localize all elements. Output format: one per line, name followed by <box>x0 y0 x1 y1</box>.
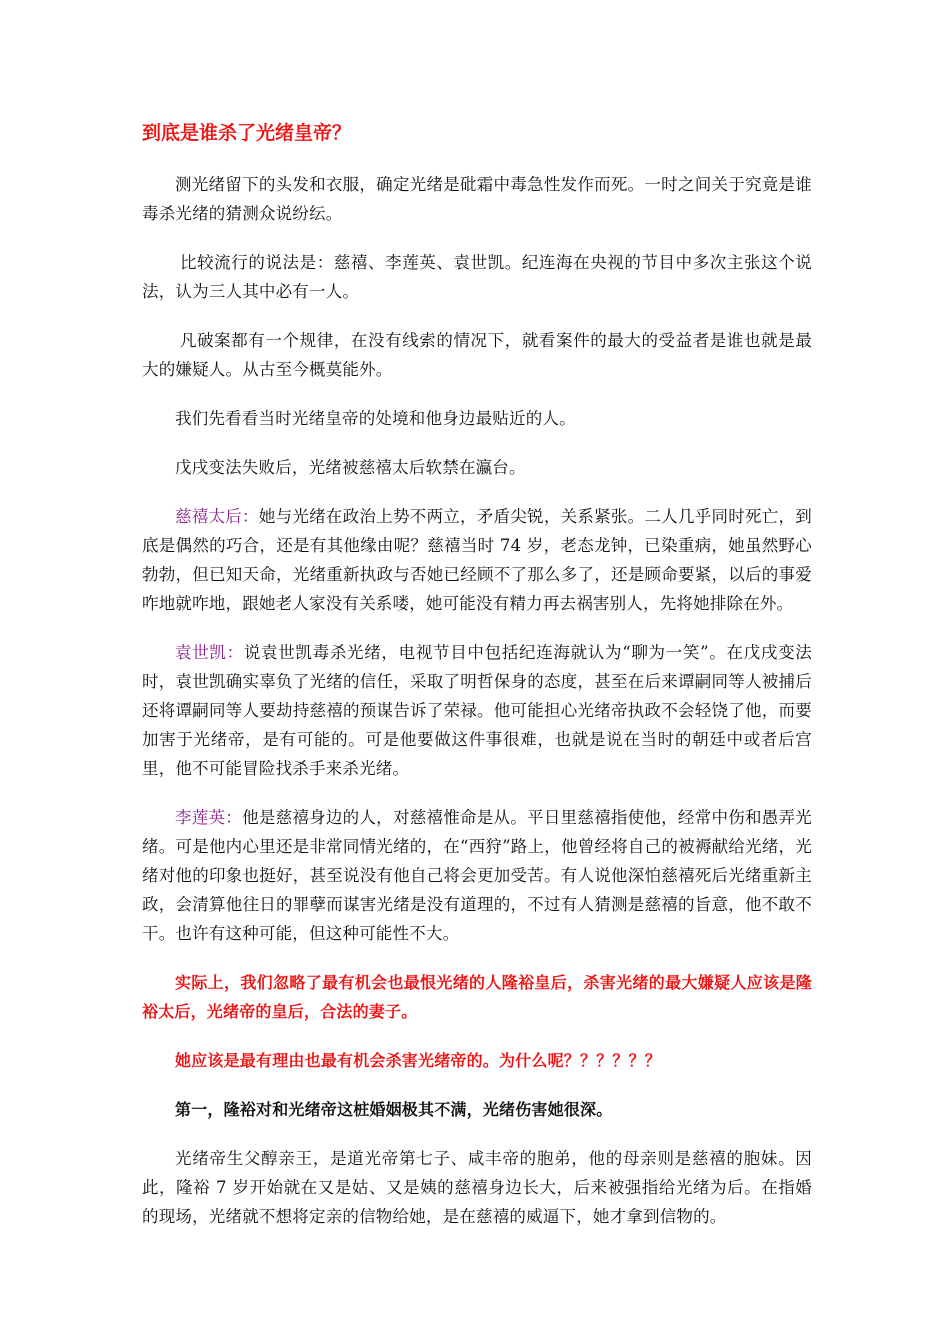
paragraph-5: 戊戌变法失败后，光绪被慈禧太后软禁在瀛台。 <box>175 458 526 477</box>
text-li: 他是慈禧身边的人，对慈禧惟命是从。平日里慈禧指使他，经常中伤和愚弄光绪。可是他内心里还是非常同情光绪的，在“西狩”路上，他曾经将自己的被褥献给光绪，光绪对他的印象也挺好，甚至说没有他自己将会更加受苦。有人说他深怕慈禧死后光绪重新主政，会清算他往日的罪孽而谋害光绪是没有道理的，不过有人猜测是慈禧的旨意，他不敢不干。也许有这种可能，但这种可能性不大。 <box>142 808 812 943</box>
paragraph-12: 光绪帝生父醇亲王，是道光帝第七子、咸丰帝的胞弟，他的母亲则是慈禧的胞妹。因此，隆裕 7 岁开始就在又是姑、又是姨的慈禧身边长大，后来被强指给光绪为后。在指婚的现场，光绪就不想将定亲的信物给她，是在慈禧的威逼下，她才拿到信物的。 <box>142 1149 812 1226</box>
name-yuan: 袁世凯： <box>175 643 244 662</box>
highlight-paragraph-1: 实际上，我们忽略了最有机会也最恨光绪的人隆裕皇后，杀害光绪的最大嫌疑人应该是隆裕太后，光绪帝的皇后，合法的妻子。 <box>142 973 812 1021</box>
text-yuan: 说袁世凯毒杀光绪，电视节目中包括纪连海就认为“聊为一笑”。在戊戌变法时，袁世凯确实辜负了光绪的信任，采取了明哲保身的态度，甚至在后来谭嗣同等人被捕后还将谭嗣同等人要劫持慈禧的预谋告诉了荣禄。他可能担心光绪帝执政不会轻饶了他，而要加害于光绪帝，是有可能的。可是他要做这件事很难，也就是说在当时的朝廷中或者后宫里，他不可能冒险找杀手来杀光绪。 <box>142 643 812 778</box>
paragraph-3: 凡破案都有一个规律，在没有线索的情况下，就看案件的最大的受益者是谁也就是最大的嫌疑人。从古至今概莫能外。 <box>142 331 812 379</box>
name-cixi: 慈禧太后： <box>175 507 259 526</box>
document-title: 到底是谁杀了光绪皇帝？ <box>142 122 352 144</box>
paragraph-2: 比较流行的说法是：慈禧、李莲英、袁世凯。纪连海在央视的节目中多次主张这个说法，认为三人其中必有一人。 <box>142 253 812 301</box>
paragraph-li <box>142 803 812 948</box>
document-page <box>142 118 812 1251</box>
paragraph-4: 我们先看看当时光绪皇帝的处境和他身边最贴近的人。 <box>175 409 576 428</box>
highlight-paragraph-2: 她应该是最有理由也最有机会杀害光绪帝的。为什么呢？？？？？？ <box>175 1051 662 1070</box>
paragraph-1: 测光绪留下的头发和衣服，确定光绪是砒霜中毒急性发作而死。一时之间关于究竟是谁毒杀光绪的猜测众说纷纭。 <box>142 175 812 223</box>
name-li: 李莲英： <box>175 808 243 827</box>
section-heading-first: 第一，隆裕对和光绪帝这桩婚姻极其不满，光绪伤害她很深。 <box>175 1100 613 1119</box>
text-cixi: 她与光绪在政治上势不两立，矛盾尖锐，关系紧张。二人几乎同时死亡，到底是偶然的巧合，还是有其他缘由呢？慈禧当时 74 岁，老态龙钟，已染重病，她虽然野心勃勃，但已知天命，光绪重新执政与否她已经顾不了那么多了，还是顾命要紧，以后的事爱咋地就咋地，跟她老人家没有关系喽，她可能没有精力再去祸害别人，先将她排除在外。 <box>142 507 812 613</box>
paragraph-yuan <box>142 638 812 783</box>
paragraph-cixi <box>142 502 812 618</box>
